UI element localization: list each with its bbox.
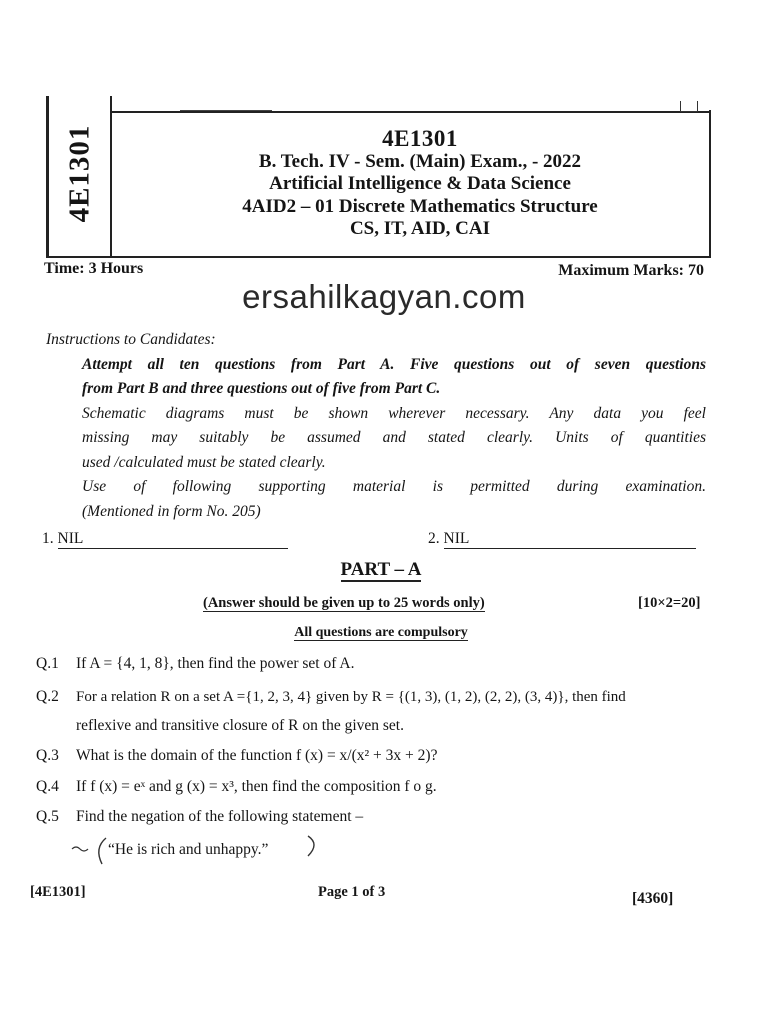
header-frame-bottom <box>46 256 711 258</box>
header-frame-top <box>111 111 711 113</box>
question-2-continued: reflexive and transitive closure of R on the given set. <box>76 717 404 734</box>
exam-header <box>130 128 710 241</box>
instructions-title: Instructions to Candidates: <box>46 331 216 348</box>
instruction-line: Use of following supporting material is permitted during examination. <box>82 478 706 495</box>
watermark: ersahilkagyan.com <box>242 278 526 315</box>
header-frame-divider <box>110 96 112 256</box>
question-4: Q.4 If f (x) = eˣ and g (x) = x³, then find the composition f o g. <box>36 778 437 795</box>
instruction-line: Attempt all ten questions from Part A. Five questions out of seven questions <box>82 355 706 373</box>
footer-paper-code: [4E1301] <box>30 884 86 900</box>
question-3: Q.3 What is the domain of the function f (x) = x/(x² + 3x + 2)? <box>36 747 438 764</box>
branch-name: Artificial Intelligence & Data Science <box>269 173 571 194</box>
side-paper-code: 4E1301 <box>63 124 96 222</box>
instructions <box>46 328 706 524</box>
question-1: Q.1 If A = {4, 1, 8}, then find the power set of A. <box>36 655 355 672</box>
footer-page-number: Page 1 of 3 <box>318 884 386 900</box>
subject-name: 4AID2 – 01 Discrete Mathematics Structure <box>242 195 598 217</box>
instruction-line: (Mentioned in form No. 205) <box>82 502 261 520</box>
roll-no-line <box>180 110 272 111</box>
material-field-2: NIL <box>444 530 696 549</box>
part-a-marks: [10×2=20] <box>638 595 701 611</box>
instruction-line: from Part B and three questions out of five from Part C. <box>82 380 441 397</box>
paper-code: 4E1301 <box>382 126 458 151</box>
instruction-line: Schematic diagrams must be shown wherever necessary. Any data you feel <box>82 404 706 422</box>
instruction-line: used /calculated must be stated clearly. <box>82 453 326 471</box>
header-frame-left <box>46 96 49 256</box>
streams: CS, IT, AID, CAI <box>349 218 491 239</box>
material-field-1: NIL <box>58 530 288 549</box>
question-5: Q.5 Find the negation of the following statement – <box>36 808 364 825</box>
part-a-note: (Answer should be given up to 25 words only) <box>203 595 485 611</box>
material-item-1: 1. NIL <box>42 530 288 549</box>
exam-title: B. Tech. IV - Sem. (Main) Exam., - 2022 <box>258 150 582 172</box>
part-a-title: PART – A <box>340 559 422 580</box>
page-count-box <box>680 101 698 112</box>
question-5-statement: “He is rich and unhappy.” <box>108 841 269 858</box>
max-marks-label: Maximum Marks: 70 <box>558 262 704 279</box>
material-item-2: 2. NIL <box>428 530 696 549</box>
compulsory-note: All questions are compulsory <box>294 625 468 640</box>
question-2: Q.2 For a relation R on a set A ={1, 2, 3, 4} given by R = {(1, 3), (1, 2), (2, 2), (3, 4)}, then find <box>36 688 626 705</box>
footer-serial: [4360] <box>632 890 674 907</box>
instruction-line: missing may suitably be assumed and stated clearly. Units of quantities <box>82 429 706 446</box>
time-label: Time: 3 Hours <box>44 260 144 277</box>
